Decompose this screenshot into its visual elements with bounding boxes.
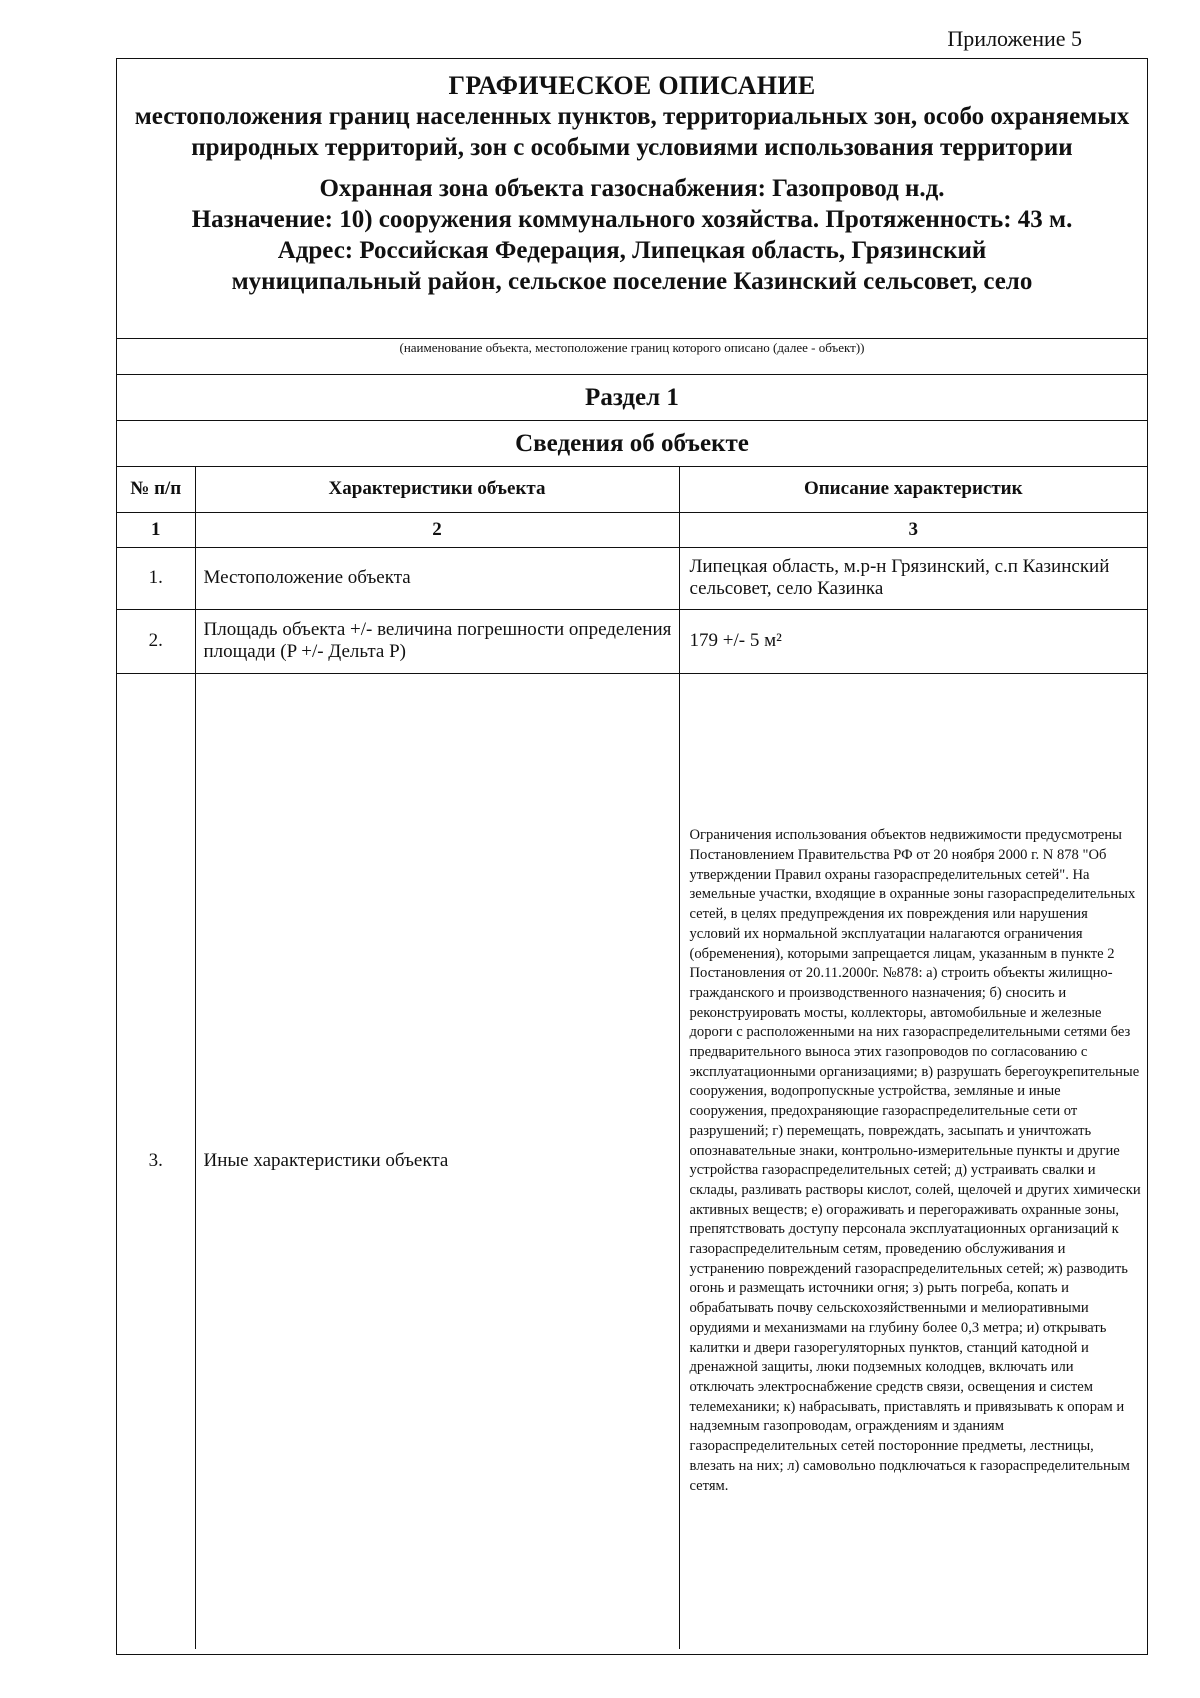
document-frame [116,58,1148,1655]
column-number: 3 [679,512,1147,547]
table-row [117,547,1147,609]
object-info-table [117,467,1147,1649]
row-description: Липецкая область, м.р-н Грязинский, с.п Казинский сельсовет, село Казинка [679,547,1147,609]
object-line: муниципальный район, сельское поселение Казинский сельсовет, село [231,268,1033,295]
appendix-label: Приложение 5 [947,26,1082,51]
document-subtitle: местоположения границ населенных пунктов, территориальных зон, особо охраняемых природных территорий, зон с особыми условиями использования территории [134,103,1130,161]
row-characteristic: Иные характеристики объекта [195,673,679,1649]
row-number: 3. [117,673,195,1649]
document-title: ГРАФИЧЕСКОЕ ОПИСАНИЕ [448,71,816,100]
object-caption: (наименование объекта, местоположение границ которого описано (далее - объект)) [117,339,1147,375]
row-characteristic: Местоположение объекта [195,547,679,609]
title-block [117,59,1147,339]
table-row [117,609,1147,673]
row-description: 179 +/- 5 м² [679,609,1147,673]
section-title: Раздел 1 [117,375,1147,421]
object-line: Охранная зона объекта газоснабжения: Газопровод н.д. [319,175,945,202]
column-number: 2 [195,512,679,547]
header-characteristic: Характеристики объекта [195,467,679,512]
column-number: 1 [117,512,195,547]
row-characteristic: Площадь объекта +/- величина погрешности определения площади (P +/- Дельта P) [195,609,679,673]
row-number: 1. [117,547,195,609]
object-line: Назначение: 10) сооружения коммунального хозяйства. Протяженность: 43 м. [191,206,1073,233]
table-row [117,673,1147,1649]
header-number: № п/п [117,467,195,512]
section-subtitle: Сведения об объекте [117,421,1147,467]
object-name [117,173,1147,297]
object-line: Адрес: Российская Федерация, Липецкая область, Грязинский [277,237,987,264]
row-number: 2. [117,609,195,673]
table-header-row [117,467,1147,512]
column-number-row [117,512,1147,547]
row-description: Ограничения использования объектов недвижимости предусмотрены Постановлением Правительства РФ от 20 ноября 2000 г. N 878 "Об утверждении Правил охраны газораспределительных сетей". На земельные участки, входящие в охранные зоны газораспределительных сетей, в целях предупреждения их повреждения или нарушения условий их нормальной эксплуатации налагаются ограничения (обременения), которыми запрещается лицам, указанным в пункте 2 Постановления от 20.11.2000г. №878: а) строить объекты жилищно-гражданского и производственного назначения; б) сносить и реконструировать мосты, коллекторы, автомобильные и железные дороги с расположенными на них газораспределительными сетями без предварительного выноса этих газопроводов по согласованию с эксплуатационными организациями; в) разрушать берегоукрепительные сооружения, водопропускные устройства, земляные и иные сооружения, предохраняющие газораспределительные сети от разрушений; г) перемещать, повреждать, засыпать и уничтожать опознавательные знаки, контрольно-измерительные пункты и другие устройства газораспределительных сетей; д) устраивать свалки и склады, разливать растворы кислот, солей, щелочей и других химически активных веществ; е) огораживать и перегораживать охранные зоны, препятствовать доступу персонала эксплуатационных организаций к газораспределительным сетям, проведению обслуживания и устранению повреждений газораспределительных сетей; ж) разводить огонь и размещать источники огня; з) рыть погреба, копать и обрабатывать почву сельскохозяйственными и мелиоративными орудиями и механизмами на глубину более 0,3 метра; и) открывать калитки и двери газорегуляторных пунктов, станций катодной и дренажной защиты, люки подземных колодцев, включать или отключать электроснабжение средств связи, освещения и систем телемеханики; к) набрасывать, приставлять и привязывать к опорам и надземным газопроводам, ограждениям и зданиям газораспределительных сетей посторонние предметы, лестницы, влезать на них; л) самовольно подключаться к газораспределительным сетям. [689,827,1141,1494]
header-description: Описание характеристик [679,467,1147,512]
